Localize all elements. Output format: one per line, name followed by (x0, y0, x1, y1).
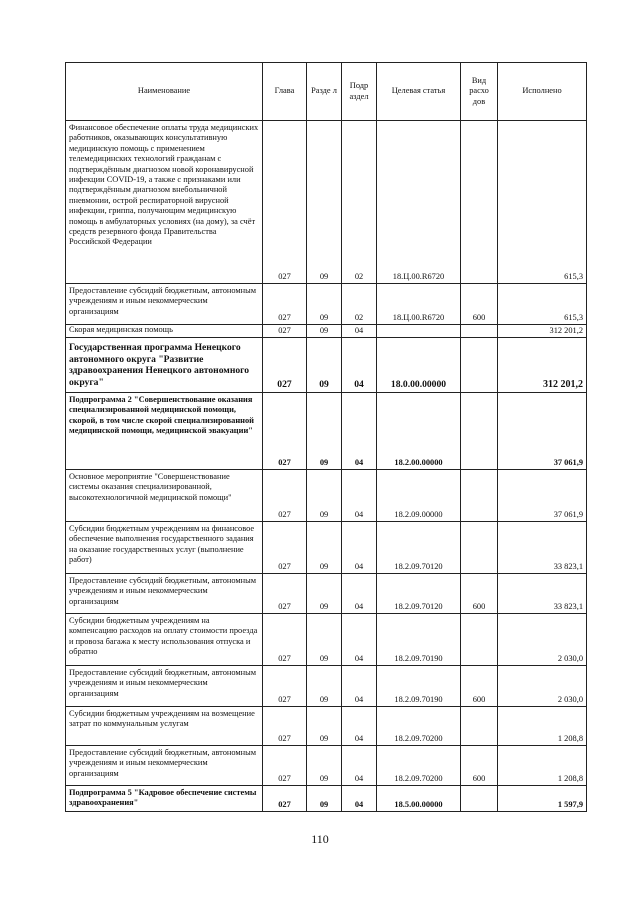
row-chapter: 027 (263, 614, 307, 666)
row-name: Предоставление субсидий бюджетным, автономным учреждениям и иным некоммерческим организациям (66, 284, 263, 325)
row-target: 18.2.09.70200 (377, 707, 461, 746)
row-subsection: 04 (342, 746, 377, 786)
row-name: Государственная программа Ненецкого автономного округа "Развитие здравоохранения Ненецкого автономного округа" (66, 338, 263, 393)
row-kind (461, 470, 498, 522)
row-subsection: 02 (342, 284, 377, 325)
row-kind: 600 (461, 574, 498, 614)
table-row (66, 574, 587, 614)
row-chapter: 027 (263, 393, 307, 470)
row-chapter: 027 (263, 746, 307, 786)
header-name: Наименование (66, 63, 263, 121)
table-row (66, 746, 587, 786)
row-target: 18.0.00.00000 (377, 338, 461, 393)
row-subsection: 04 (342, 470, 377, 522)
table-row (66, 393, 587, 470)
header-chapter: Глава (263, 63, 307, 121)
row-name: Предоставление субсидий бюджетным, автономным учреждениям и иным некоммерческим организациям (66, 666, 263, 707)
row-name: Финансовое обеспечение оплаты труда медицинских работников, оказывающих консультативную медицинскую помощь с применением телемедицинских технологий гражданам с подтверждённым диагнозом новой коронавирусной инфекции COVID-19, а также с признаками или подтверждённым диагнозом внебольничной пневмонии, острой респираторной вирусной инфекции, гриппа, получающим медицинскую помощь в амбулаторных условиях (на дому), за счёт средств резервного фонда Правительства Российской Федерации (66, 121, 263, 284)
table-row (66, 666, 587, 707)
row-subsection: 04 (342, 393, 377, 470)
row-section: 09 (307, 325, 342, 338)
row-kind (461, 522, 498, 574)
row-amount: 615,3 (498, 121, 587, 284)
row-section: 09 (307, 522, 342, 574)
row-amount: 2 030,0 (498, 614, 587, 666)
row-amount: 312 201,2 (498, 325, 587, 338)
table-row (66, 707, 587, 746)
table-row (66, 470, 587, 522)
row-name: Подпрограмма 2 "Совершенствование оказания специализированной медицинской помощи, скорой, в том числе скорой специализированной медицинской помощи, медицинской эвакуации" (66, 393, 263, 470)
row-target: 18.2.09.70120 (377, 574, 461, 614)
row-section: 09 (307, 393, 342, 470)
row-name: Подпрограмма 5 "Кадровое обеспечение системы здравоохранения" (66, 786, 263, 812)
row-chapter: 027 (263, 574, 307, 614)
row-kind (461, 121, 498, 284)
header-kind: Вид расхо дов (461, 63, 498, 121)
row-kind (461, 707, 498, 746)
row-target: 18.Ц.00.R6720 (377, 121, 461, 284)
row-chapter: 027 (263, 325, 307, 338)
row-amount: 37 061,9 (498, 470, 587, 522)
row-target: 18.2.09.70190 (377, 614, 461, 666)
row-target: 18.Ц.00.R6720 (377, 284, 461, 325)
row-target: 18.2.09.70120 (377, 522, 461, 574)
row-amount: 2 030,0 (498, 666, 587, 707)
row-chapter: 027 (263, 470, 307, 522)
row-subsection: 04 (342, 786, 377, 812)
row-kind (461, 614, 498, 666)
row-section: 09 (307, 121, 342, 284)
row-subsection: 04 (342, 325, 377, 338)
row-amount: 615,3 (498, 284, 587, 325)
row-amount: 312 201,2 (498, 338, 587, 393)
row-chapter: 027 (263, 707, 307, 746)
row-name: Предоставление субсидий бюджетным, автономным учреждениям и иным некоммерческим организациям (66, 746, 263, 786)
table-row (66, 325, 587, 338)
row-subsection: 04 (342, 338, 377, 393)
row-target: 18.5.00.00000 (377, 786, 461, 812)
row-amount: 37 061,9 (498, 393, 587, 470)
row-name: Субсидии бюджетным учреждениям на возмещение затрат по коммунальным услугам (66, 707, 263, 746)
table-row (66, 614, 587, 666)
row-subsection: 04 (342, 707, 377, 746)
row-kind (461, 338, 498, 393)
row-name: Основное мероприятие "Совершенствование системы оказания специализированной, высокотехнологичной медицинской помощи" (66, 470, 263, 522)
row-amount: 33 823,1 (498, 574, 587, 614)
header-executed: Исполнено (498, 63, 587, 121)
header-section: Разде л (307, 63, 342, 121)
row-target (377, 325, 461, 338)
header-target: Целевая статья (377, 63, 461, 121)
row-name: Субсидии бюджетным учреждениям на финансовое обеспечение выполнения государственного задания на оказание государственных услуг (выполнение работ) (66, 522, 263, 574)
row-section: 09 (307, 614, 342, 666)
header-subsection: Подр аздел (342, 63, 377, 121)
row-section: 09 (307, 746, 342, 786)
table-row (66, 121, 587, 284)
table-row (66, 284, 587, 325)
row-target: 18.2.09.00000 (377, 470, 461, 522)
row-kind: 600 (461, 666, 498, 707)
row-amount: 1 597,9 (498, 786, 587, 812)
row-name: Субсидии бюджетным учреждениям на компенсацию расходов на оплату стоимости проезда и провоза багажа к месту использования отпуска и обратно (66, 614, 263, 666)
row-subsection: 02 (342, 121, 377, 284)
row-subsection: 04 (342, 574, 377, 614)
row-target: 18.2.09.70200 (377, 746, 461, 786)
row-chapter: 027 (263, 522, 307, 574)
table-row (66, 338, 587, 393)
table-row (66, 522, 587, 574)
row-section: 09 (307, 284, 342, 325)
row-subsection: 04 (342, 614, 377, 666)
row-target: 18.2.09.70190 (377, 666, 461, 707)
row-section: 09 (307, 707, 342, 746)
row-section: 09 (307, 470, 342, 522)
row-chapter: 027 (263, 121, 307, 284)
row-chapter: 027 (263, 284, 307, 325)
row-name: Скорая медицинская помощь (66, 325, 263, 338)
row-section: 09 (307, 786, 342, 812)
row-subsection: 04 (342, 666, 377, 707)
row-section: 09 (307, 574, 342, 614)
header-row (66, 63, 587, 121)
page-number: 110 (311, 832, 329, 846)
row-kind: 600 (461, 284, 498, 325)
row-chapter: 027 (263, 666, 307, 707)
row-kind (461, 325, 498, 338)
row-name: Предоставление субсидий бюджетным, автономным учреждениям и иным некоммерческим организациям (66, 574, 263, 614)
row-chapter: 027 (263, 338, 307, 393)
table-row (66, 786, 587, 812)
row-amount: 1 208,8 (498, 746, 587, 786)
row-section: 09 (307, 666, 342, 707)
row-target: 18.2.00.00000 (377, 393, 461, 470)
row-kind (461, 786, 498, 812)
row-amount: 1 208,8 (498, 707, 587, 746)
row-chapter: 027 (263, 786, 307, 812)
row-subsection: 04 (342, 522, 377, 574)
row-section: 09 (307, 338, 342, 393)
row-amount: 33 823,1 (498, 522, 587, 574)
row-kind: 600 (461, 746, 498, 786)
budget-execution-table (65, 62, 587, 812)
row-kind (461, 393, 498, 470)
